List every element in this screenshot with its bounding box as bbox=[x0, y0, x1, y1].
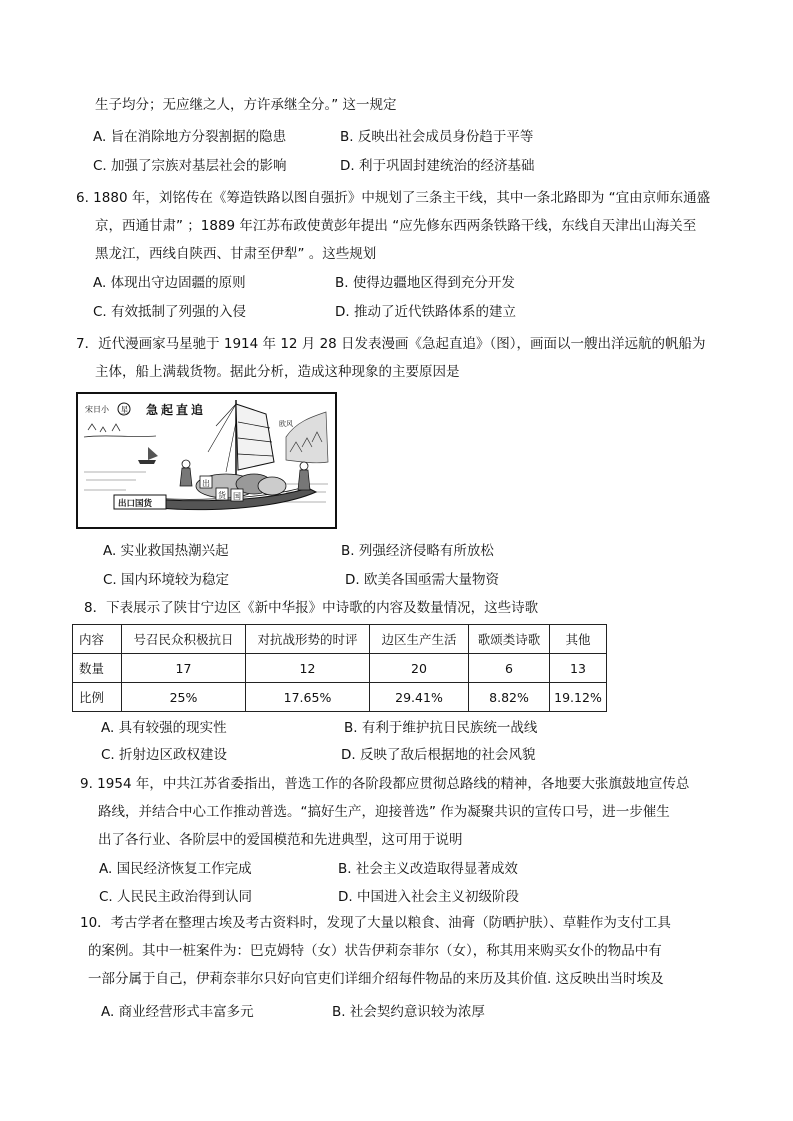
table-cell: 19.12% bbox=[550, 683, 607, 712]
cartoon-title: 急起直追 bbox=[146, 403, 207, 417]
table-row bbox=[73, 683, 607, 712]
table-row bbox=[73, 654, 607, 683]
q6-option-b[interactable]: B. 使得边疆地区得到充分开发 bbox=[335, 275, 515, 291]
table-cell: 6 bbox=[469, 654, 550, 683]
q8-option-b[interactable]: B. 有利于维护抗日民族统一战线 bbox=[344, 720, 538, 736]
q7-stem-1: 7．近代漫画家马星驰于 1914 年 12 月 28 日发表漫画《急起直追》（图），画面以一艘出洋远航的帆船为 bbox=[76, 336, 706, 352]
q10-stem-3: 一部分属于自己，伊莉奈菲尔只好向官吏们详细介绍每件物品的来历及其价值. 这反映出当时埃及 bbox=[88, 971, 664, 987]
q5-option-b[interactable]: B. 反映出社会成员身份趋于平等 bbox=[340, 129, 534, 145]
table-cell: 17 bbox=[122, 654, 246, 683]
table-cell: 20 bbox=[370, 654, 469, 683]
q9-option-c[interactable]: C. 人民民主政治得到认同 bbox=[99, 889, 253, 905]
q9-option-a[interactable]: A. 国民经济恢复工作完成 bbox=[99, 861, 252, 877]
q7-option-b[interactable]: B. 列强经济侵略有所放松 bbox=[341, 543, 494, 559]
q8-stem-1: 8．下表展示了陕甘宁边区《新中华报》中诗歌的内容及数量情况，这些诗歌 bbox=[84, 600, 539, 616]
table-cell: 13 bbox=[550, 654, 607, 683]
table-header-cell: 歌颂类诗歌 bbox=[469, 625, 550, 654]
table-header-cell: 其他 bbox=[550, 625, 607, 654]
table-cell: 12 bbox=[246, 654, 370, 683]
q7-option-d[interactable]: D. 欧美各国亟需大量物资 bbox=[345, 572, 499, 588]
cartoon-cargo-char-2: 货 bbox=[218, 491, 226, 500]
q9-stem-3: 出了各行业、各阶层中的爱国模范和先进典型，这可用于说明 bbox=[98, 832, 463, 848]
q9-option-d[interactable]: D. 中国进入社会主义初级阶段 bbox=[338, 889, 519, 905]
table-cell: 数量 bbox=[73, 654, 122, 683]
q7-option-a[interactable]: A. 实业救国热潮兴起 bbox=[103, 543, 229, 559]
q6-stem-1: 6. 1880 年，刘铭传在《筹造铁路以图自强折》中规划了三条主干线，其中一条北路即为 “宜由京师东通盛 bbox=[76, 190, 711, 206]
cartoon-author: 宋日小 bbox=[85, 405, 109, 414]
table-header-cell: 内容 bbox=[73, 625, 122, 654]
table-header-cell: 对抗战形势的时评 bbox=[246, 625, 370, 654]
table-cell: 29.41% bbox=[370, 683, 469, 712]
table-cell: 17.65% bbox=[246, 683, 370, 712]
q10-stem-1: 10．考古学者在整理古埃及考古资料时，发现了大量以粮食、油膏（防晒护肤）、草鞋作为支付工具 bbox=[80, 915, 671, 931]
q8-option-c[interactable]: C. 折射边区政权建设 bbox=[101, 747, 228, 763]
q10-stem-2: 的案例。其中一桩案件为：巴克姆特（女）状告伊莉奈菲尔（女），称其用来购买女仆的物品中有 bbox=[88, 943, 662, 959]
cartoon-cargo-char-3: 国 bbox=[233, 492, 241, 501]
q8-table bbox=[72, 624, 607, 712]
cartoon-image bbox=[76, 392, 337, 529]
q5-option-d[interactable]: D. 利于巩固封建统治的经济基础 bbox=[340, 158, 535, 174]
table-header-cell: 边区生产生活 bbox=[370, 625, 469, 654]
q6-stem-2: 京，西通甘肃” ；1889 年江苏布政使黄彭年提出 “应先修东西两条铁路干线，东线自天津出山海关至 bbox=[95, 218, 697, 234]
q5-stem-tail: 生子均分；无应继之人，方许承继全分。” 这一规定 bbox=[95, 97, 397, 113]
cartoon-cargo-char-1: 出 bbox=[202, 479, 210, 488]
table-header-cell: 号召民众积极抗日 bbox=[122, 625, 246, 654]
q9-stem-2: 路线，并结合中心工作推动普选。“搞好生产，迎接普选” 作为凝聚共识的宣传口号，进一步催生 bbox=[98, 804, 670, 820]
q5-option-c[interactable]: C. 加强了宗族对基层社会的影响 bbox=[93, 158, 287, 174]
q9-option-b[interactable]: B. 社会主义改造取得显著成效 bbox=[338, 861, 518, 877]
q7-option-c[interactable]: C. 国内环境较为稳定 bbox=[103, 572, 230, 588]
table-cell: 8.82% bbox=[469, 683, 550, 712]
q8-option-d[interactable]: D. 反映了敌后根据地的社会风貌 bbox=[341, 747, 536, 763]
table-cell: 25% bbox=[122, 683, 246, 712]
cartoon-box-label: 出口国货 bbox=[118, 499, 153, 509]
q10-option-a[interactable]: A. 商业经营形式丰富多元 bbox=[101, 1004, 254, 1020]
q9-stem-1: 9. 1954 年，中共江苏省委指出，普选工作的各阶段都应贯彻总路线的精神，各地要大张旗鼓地宣传总 bbox=[80, 776, 690, 792]
table-header-row bbox=[73, 625, 607, 654]
cartoon-seal: 星 bbox=[120, 405, 129, 415]
q6-option-d[interactable]: D. 推动了近代铁路体系的建立 bbox=[335, 304, 516, 320]
q6-option-c[interactable]: C. 有效抵制了列强的入侵 bbox=[93, 304, 247, 320]
q8-option-a[interactable]: A. 具有较强的现实性 bbox=[101, 720, 227, 736]
q7-stem-2: 主体，船上满载货物。据此分析，造成这种现象的主要原因是 bbox=[95, 364, 460, 380]
cartoon-wind-label: 欧风 bbox=[279, 420, 293, 428]
q6-stem-3: 黑龙江，西线自陕西、甘肃至伊犁” 。这些规划 bbox=[95, 246, 377, 262]
q5-option-a[interactable]: A. 旨在消除地方分裂割据的隐患 bbox=[93, 129, 287, 145]
q10-option-b[interactable]: B. 社会契约意识较为浓厚 bbox=[332, 1004, 485, 1020]
table-cell: 比例 bbox=[73, 683, 122, 712]
q6-option-a[interactable]: A. 体现出守边固疆的原则 bbox=[93, 275, 246, 291]
